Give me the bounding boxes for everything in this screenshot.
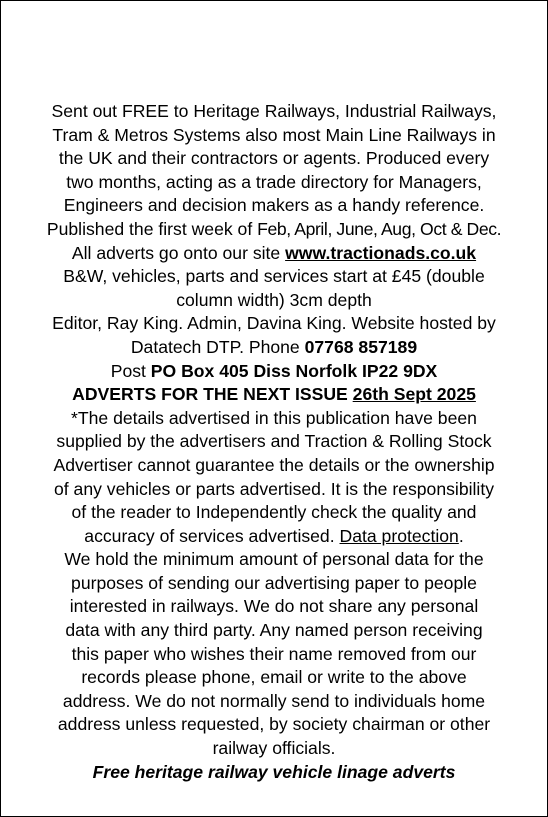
published-prefix: Published the first week of: [46, 218, 258, 239]
disclaimer-line: of the reader to Independently check the quality and: [71, 502, 477, 523]
intro-line: Sent out FREE to Heritage Railways, Industrial Railways,: [51, 101, 497, 121]
privacy-line: We hold the minimum amount of personal data for the: [64, 549, 484, 570]
privacy-line: railway officials.: [212, 738, 336, 759]
post-prefix: Post: [110, 360, 151, 381]
phone-number: 07768 857189: [304, 336, 418, 357]
published-months: Feb, April, June, Aug, Oct & Dec.: [257, 218, 502, 239]
intro-line: the UK and their contractors or agents. Produced every: [58, 148, 490, 169]
website-link[interactable]: www.tractionads.co.uk: [285, 242, 477, 263]
adverts-line: [5, 242, 543, 266]
privacy-line: interested in railways. We do not share any personal: [69, 596, 479, 617]
next-issue-label: ADVERTS FOR THE NEXT ISSUE: [72, 384, 353, 405]
editor-line: Editor, Ray King. Admin, Davina King. Website hosted by: [52, 313, 496, 334]
footer-tagline: Free heritage railway vehicle linage adverts: [92, 761, 456, 782]
privacy-line: address. We do not normally send to individuals home: [62, 690, 486, 711]
disclaimer-line: Advertiser cannot guarantee the details or the ownership: [53, 454, 495, 475]
disclaimer-line: *The details advertised in this publication have been: [71, 407, 477, 428]
data-protection-link[interactable]: Data protection: [339, 525, 459, 546]
intro-line: Tram & Metros Systems also most Main Line Railways in: [52, 124, 496, 145]
disclaimer-line: supplied by the advertisers and Traction & Rolling Stock: [56, 431, 492, 452]
post-address: PO Box 405 Diss Norfolk IP22 9DX: [150, 360, 438, 381]
pricing-line: B&W, vehicles, parts and services start at £45 (double: [63, 266, 485, 287]
pricing-line: column width) 3cm depth: [176, 289, 372, 310]
phone-line: [5, 336, 543, 360]
privacy-line: purposes of sending our advertising paper to people: [71, 572, 477, 593]
accuracy-suffix: .: [458, 525, 464, 546]
privacy-line: data with any third party. Any named person receiving: [65, 620, 483, 641]
accuracy-prefix: accuracy of services advertised.: [84, 525, 340, 546]
adverts-prefix: All adverts go onto our site: [71, 242, 286, 263]
phone-prefix: Datatech DTP. Phone: [130, 336, 305, 357]
next-issue-date: 26th Sept 2025: [352, 384, 476, 405]
intro-line: Engineers and decision makers as a handy reference.: [63, 195, 485, 216]
intro-line: two months, acting as a trade directory for Managers,: [66, 171, 482, 192]
published-line: [5, 218, 543, 242]
next-issue-line: [5, 383, 543, 407]
disclaimer-line: of any vehicles or parts advertised. It is the responsibility: [53, 478, 495, 499]
privacy-line: records please phone, email or write to the above: [81, 667, 467, 688]
post-line: [5, 360, 543, 384]
privacy-line: this paper who wishes their name removed from our: [71, 643, 477, 664]
privacy-line: address unless requested, by society chairman or other: [57, 714, 491, 735]
accuracy-line: [5, 525, 543, 549]
info-text-block: [5, 100, 543, 784]
